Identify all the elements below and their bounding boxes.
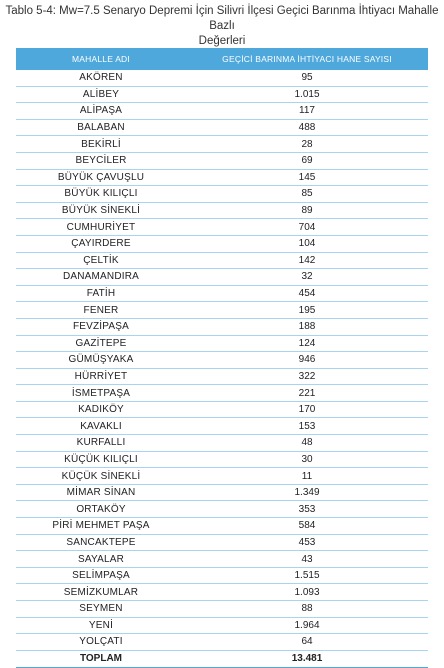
table-row xyxy=(16,468,428,485)
household-count-cell: 85 xyxy=(186,186,428,203)
table-row xyxy=(16,567,428,584)
neighborhood-name-cell: ALİPAŞA xyxy=(16,103,186,120)
household-count-cell: 1.093 xyxy=(186,584,428,601)
neighborhood-name-cell: SEYMEN xyxy=(16,601,186,618)
household-count-cell: 142 xyxy=(186,252,428,269)
neighborhood-name-cell: BÜYÜK ÇAVUŞLU xyxy=(16,169,186,186)
table-row xyxy=(16,202,428,219)
household-count-cell: 322 xyxy=(186,368,428,385)
table-caption xyxy=(0,4,444,49)
household-count-cell: 195 xyxy=(186,302,428,319)
household-count-cell: 170 xyxy=(186,401,428,418)
household-count-cell: 1.349 xyxy=(186,484,428,501)
household-count-cell: 11 xyxy=(186,468,428,485)
table-row xyxy=(16,335,428,352)
header-household-count: GEÇİCİ BARINMA İHTİYACI HANE SAYISI xyxy=(186,48,428,70)
household-count-cell: 188 xyxy=(186,318,428,335)
household-count-cell: 221 xyxy=(186,385,428,402)
neighborhood-name-cell: KÜÇÜK KILIÇLI xyxy=(16,451,186,468)
household-count-cell: 1.015 xyxy=(186,86,428,103)
table-row xyxy=(16,401,428,418)
table-row xyxy=(16,103,428,120)
table-footer xyxy=(16,650,428,667)
household-count-cell: 584 xyxy=(186,518,428,535)
neighborhood-name-cell: BÜYÜK SİNEKLİ xyxy=(16,202,186,219)
neighborhood-name-cell: ALİBEY xyxy=(16,86,186,103)
table-row xyxy=(16,368,428,385)
table-body xyxy=(16,70,428,650)
neighborhood-name-cell: SEMİZKUMLAR xyxy=(16,584,186,601)
table-row xyxy=(16,235,428,252)
neighborhood-name-cell: SELİMPAŞA xyxy=(16,567,186,584)
caption-line-2: Değerleri xyxy=(198,35,246,47)
table-row xyxy=(16,252,428,269)
table-row xyxy=(16,584,428,601)
household-count-cell: 145 xyxy=(186,169,428,186)
household-count-cell: 488 xyxy=(186,119,428,136)
neighborhood-name-cell: KADIKÖY xyxy=(16,401,186,418)
table-row xyxy=(16,269,428,286)
neighborhood-name-cell: PİRİ MEHMET PAŞA xyxy=(16,518,186,535)
household-count-cell: 946 xyxy=(186,352,428,369)
total-row xyxy=(16,650,428,667)
table-row xyxy=(16,385,428,402)
household-count-cell: 43 xyxy=(186,551,428,568)
household-count-cell: 453 xyxy=(186,534,428,551)
neighborhood-name-cell: BALABAN xyxy=(16,119,186,136)
neighborhood-name-cell: GAZİTEPE xyxy=(16,335,186,352)
neighborhood-name-cell: BÜYÜK KILIÇLI xyxy=(16,186,186,203)
neighborhood-name-cell: YENİ xyxy=(16,617,186,634)
table-row xyxy=(16,617,428,634)
table-row xyxy=(16,518,428,535)
table-row xyxy=(16,186,428,203)
total-label: TOPLAM xyxy=(16,650,186,667)
caption-line-1: Tablo 5-4: Mw=7.5 Senaryo Depremi İçin Silivri İlçesi Geçici Barınma İhtiyacı Mahalle Bazlı xyxy=(5,5,439,32)
neighborhood-name-cell: BEYCİLER xyxy=(16,152,186,169)
household-count-cell: 89 xyxy=(186,202,428,219)
table-row xyxy=(16,601,428,618)
household-count-cell: 64 xyxy=(186,634,428,651)
neighborhood-name-cell: HÜRRİYET xyxy=(16,368,186,385)
neighborhood-name-cell: AKÖREN xyxy=(16,70,186,86)
neighborhood-name-cell: CUMHURİYET xyxy=(16,219,186,236)
table-row xyxy=(16,634,428,651)
table-container xyxy=(16,48,428,668)
table-row xyxy=(16,484,428,501)
household-count-cell: 30 xyxy=(186,451,428,468)
table-row xyxy=(16,501,428,518)
household-count-cell: 69 xyxy=(186,152,428,169)
table-row xyxy=(16,418,428,435)
table-row xyxy=(16,119,428,136)
neighborhood-name-cell: MİMAR SİNAN xyxy=(16,484,186,501)
neighborhood-name-cell: SAYALAR xyxy=(16,551,186,568)
neighborhood-name-cell: ORTAKÖY xyxy=(16,501,186,518)
household-count-cell: 48 xyxy=(186,435,428,452)
table-row xyxy=(16,86,428,103)
household-count-cell: 704 xyxy=(186,219,428,236)
household-count-cell: 153 xyxy=(186,418,428,435)
neighborhood-name-cell: YOLÇATI xyxy=(16,634,186,651)
household-count-cell: 1.964 xyxy=(186,617,428,634)
table-row xyxy=(16,318,428,335)
household-count-cell: 454 xyxy=(186,285,428,302)
table-row xyxy=(16,302,428,319)
table-row xyxy=(16,551,428,568)
total-value: 13.481 xyxy=(186,650,428,667)
table-header xyxy=(16,48,428,70)
neighborhood-name-cell: ÇELTİK xyxy=(16,252,186,269)
household-count-cell: 32 xyxy=(186,269,428,286)
household-count-cell: 124 xyxy=(186,335,428,352)
neighborhood-name-cell: ÇAYIRDERE xyxy=(16,235,186,252)
neighborhood-name-cell: GÜMÜŞYAKA xyxy=(16,352,186,369)
neighborhood-name-cell: FEVZİPAŞA xyxy=(16,318,186,335)
household-count-cell: 88 xyxy=(186,601,428,618)
household-count-cell: 95 xyxy=(186,70,428,86)
table-row xyxy=(16,152,428,169)
neighborhood-name-cell: FENER xyxy=(16,302,186,319)
table-row xyxy=(16,136,428,153)
household-count-cell: 117 xyxy=(186,103,428,120)
household-count-cell: 1.515 xyxy=(186,567,428,584)
table-row xyxy=(16,70,428,86)
table-row xyxy=(16,352,428,369)
neighborhood-name-cell: KÜÇÜK SİNEKLİ xyxy=(16,468,186,485)
neighborhood-name-cell: DANAMANDIRA xyxy=(16,269,186,286)
header-row xyxy=(16,48,428,70)
table-row xyxy=(16,219,428,236)
neighborhood-name-cell: BEKİRLİ xyxy=(16,136,186,153)
table-row xyxy=(16,534,428,551)
shelter-need-table xyxy=(16,48,428,668)
neighborhood-name-cell: KURFALLI xyxy=(16,435,186,452)
header-neighborhood-name: MAHALLE ADI xyxy=(16,48,186,70)
table-row xyxy=(16,169,428,186)
neighborhood-name-cell: SANCAKTEPE xyxy=(16,534,186,551)
household-count-cell: 353 xyxy=(186,501,428,518)
table-row xyxy=(16,451,428,468)
household-count-cell: 104 xyxy=(186,235,428,252)
neighborhood-name-cell: İSMETPAŞA xyxy=(16,385,186,402)
neighborhood-name-cell: FATİH xyxy=(16,285,186,302)
household-count-cell: 28 xyxy=(186,136,428,153)
table-row xyxy=(16,435,428,452)
table-row xyxy=(16,285,428,302)
neighborhood-name-cell: KAVAKLI xyxy=(16,418,186,435)
